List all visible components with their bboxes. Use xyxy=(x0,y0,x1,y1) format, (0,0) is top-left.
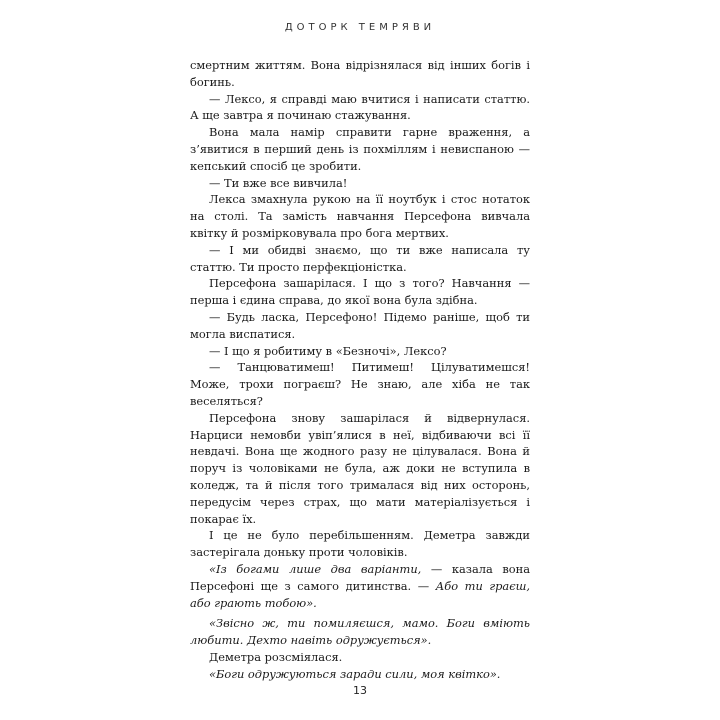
paragraph: смертним життям. Вона відрізнялася від інших богів і богинь. xyxy=(190,58,530,89)
quote-paragraph xyxy=(190,666,530,683)
paragraph: Лекса змахнула рукою на її ноутбук і стос нотаток на столі. Та замість навчання Персефона вивчала квітку й розмірковувала про бога мертвих. xyxy=(190,192,530,240)
paragraph: — Лексо, я справді маю вчитися і написати статтю. А ще завтра я починаю стажування. xyxy=(190,91,530,123)
quote-text: «Боги одружуються заради сили, моя квітко». xyxy=(209,666,501,681)
paragraph: І це не було перебільшенням. Деметра завжди застерігала доньку проти чоловіків. xyxy=(190,528,530,560)
narration-text: — казала вона Персефоні ще з самого дитинства. — xyxy=(190,561,530,593)
paragraph: — І що я робитиму в «Безночі», Лексо? xyxy=(209,343,447,358)
quote-text: Або ти граєш, або грають тобою». xyxy=(190,578,530,610)
paragraph: Вона мала намір справити гарне враження, а з’явитися в перший день із похміллям і невиспаною — кепський спосіб це зробити. xyxy=(190,125,530,173)
paragraph: — Танцюватимеш! Питимеш! Цілуватимешся! Може, трохи пограєш? Не знаю, але хіба не так веселяться? xyxy=(190,360,530,408)
quote-text: «Звісно ж, ти помиляєшся, мамо. Боги вміють любити. Дехто навіть одружується». xyxy=(190,616,530,648)
paragraph: Персефона зашарілася. І що з того? Навчання — перша і єдина справа, до якої вона була здібна. xyxy=(190,276,530,308)
paragraph: Деметра розсміялася. xyxy=(209,649,343,664)
running-head: ДОТОРК ТЕМРЯВИ xyxy=(284,22,436,33)
quote-paragraph xyxy=(190,615,530,649)
page-number: 13 xyxy=(353,684,367,697)
body-text xyxy=(190,57,530,682)
paragraph: Персефона знову зашарілася й відвернулася. Нарциси немовби увіп’ялися в неї, відбиваючи всі її невдачі. Вона ще жодного разу не цілувалася. Вона й поруч із чоловіками не була, аж доки не вступила в коледж, та й після того трималася від них осторонь, передусім через страх, що мати матеріалізується і покарає їх. xyxy=(190,410,530,526)
paragraph: — Ти вже все вивчила! xyxy=(209,175,348,190)
quote-paragraph xyxy=(190,561,530,611)
paragraph: — Будь ласка, Персефоно! Підемо раніше, щоб ти могла виспатися. xyxy=(190,309,530,341)
quote-text: «Із богами лише два варіанти, xyxy=(209,561,422,576)
paragraph: — І ми обидві знаємо, що ти вже написала ту статтю. Ти просто перфекціоністка. xyxy=(190,242,530,274)
